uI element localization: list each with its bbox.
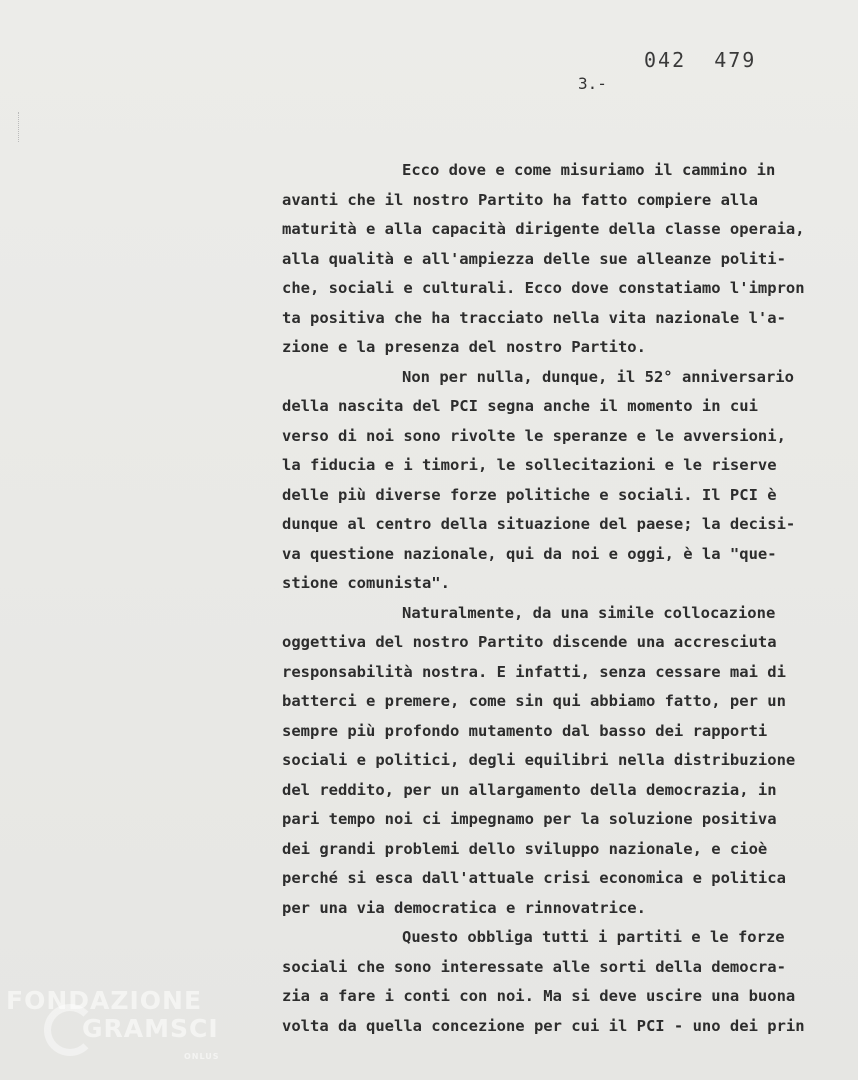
text-line: responsabilità nostra. E infatti, senza cessare mai di — [282, 662, 786, 681]
text-line: va questione nazionale, qui da noi e oggi, è la "que- — [282, 544, 777, 563]
text-line: batterci e premere, come sin qui abbiamo fatto, per un — [282, 692, 786, 710]
text-line: dunque al centro della situazione del paese; la decisi- — [282, 515, 796, 533]
margin-mark — [18, 112, 23, 142]
text-line: del reddito, per un allargamento della democrazia, in — [282, 780, 777, 799]
typewritten-text — [282, 156, 856, 1041]
text-line: Questo obbliga tutti i partiti e le forze — [402, 928, 785, 946]
text-line: oggettiva del nostro Partito discende una accresciuta — [282, 633, 777, 651]
text-line: ta positiva che ha tracciato nella vita nazionale l'a- — [282, 308, 786, 327]
watermark-line1: FONDAZIONE — [6, 986, 203, 1015]
text-line: per una via democratica e rinnovatrice. — [282, 898, 646, 917]
text-line: Ecco dove e come misuriamo il cammino in — [402, 161, 776, 179]
text-line: pari tempo noi ci impegnamo per la soluzione positiva — [282, 810, 777, 828]
text-line: volta da quella concezione per cui il PCI - uno dei prin — [282, 1016, 805, 1035]
text-line: Non per nulla, dunque, il 52° anniversario — [402, 367, 794, 386]
text-line: zia a fare i conti con noi. Ma si deve uscire una buona — [282, 987, 796, 1005]
text-line: zione e la presenza del nostro Partito. — [282, 338, 646, 356]
text-line: dei grandi problemi dello sviluppo nazionale, e cioè — [282, 839, 768, 858]
text-line: avanti che il nostro Partito ha fatto compiere alla — [282, 190, 758, 209]
watermark-line2: GRAMSCI — [82, 1014, 219, 1043]
text-line: stione comunista". — [282, 574, 450, 592]
fondazione-gramsci-watermark — [6, 986, 220, 1070]
page-number: 3.- — [578, 74, 607, 93]
text-line: sociali che sono interessate alle sorti della democra- — [282, 957, 786, 976]
text-line: della nascita del PCI segna anche il momento in cui — [282, 397, 758, 415]
text-line: alla qualità e all'ampiezza delle sue alleanze politi- — [282, 249, 786, 268]
watermark-line3: ONLUS — [184, 1052, 220, 1061]
text-line: sociali e politici, degli equilibri nella distribuzione — [282, 751, 796, 769]
text-line: sempre più profondo mutamento dal basso dei rapporti — [282, 721, 768, 740]
text-line: verso di noi sono rivolte le speranze e le avversioni, — [282, 426, 786, 445]
text-line: delle più diverse forze politiche e sociali. Il PCI è — [282, 485, 777, 504]
text-line: maturità e alla capacità dirigente della classe operaia, — [282, 220, 805, 238]
text-line: perché si esca dall'attuale crisi economica e politica — [282, 869, 786, 887]
text-line: la fiducia e i timori, le sollecitazioni e le riserve — [282, 456, 777, 474]
text-line: Naturalmente, da una simile collocazione — [402, 603, 776, 622]
text-line: che, sociali e culturali. Ecco dove constatiamo l'impron — [282, 279, 805, 297]
archive-number: 042 479 — [644, 48, 757, 72]
